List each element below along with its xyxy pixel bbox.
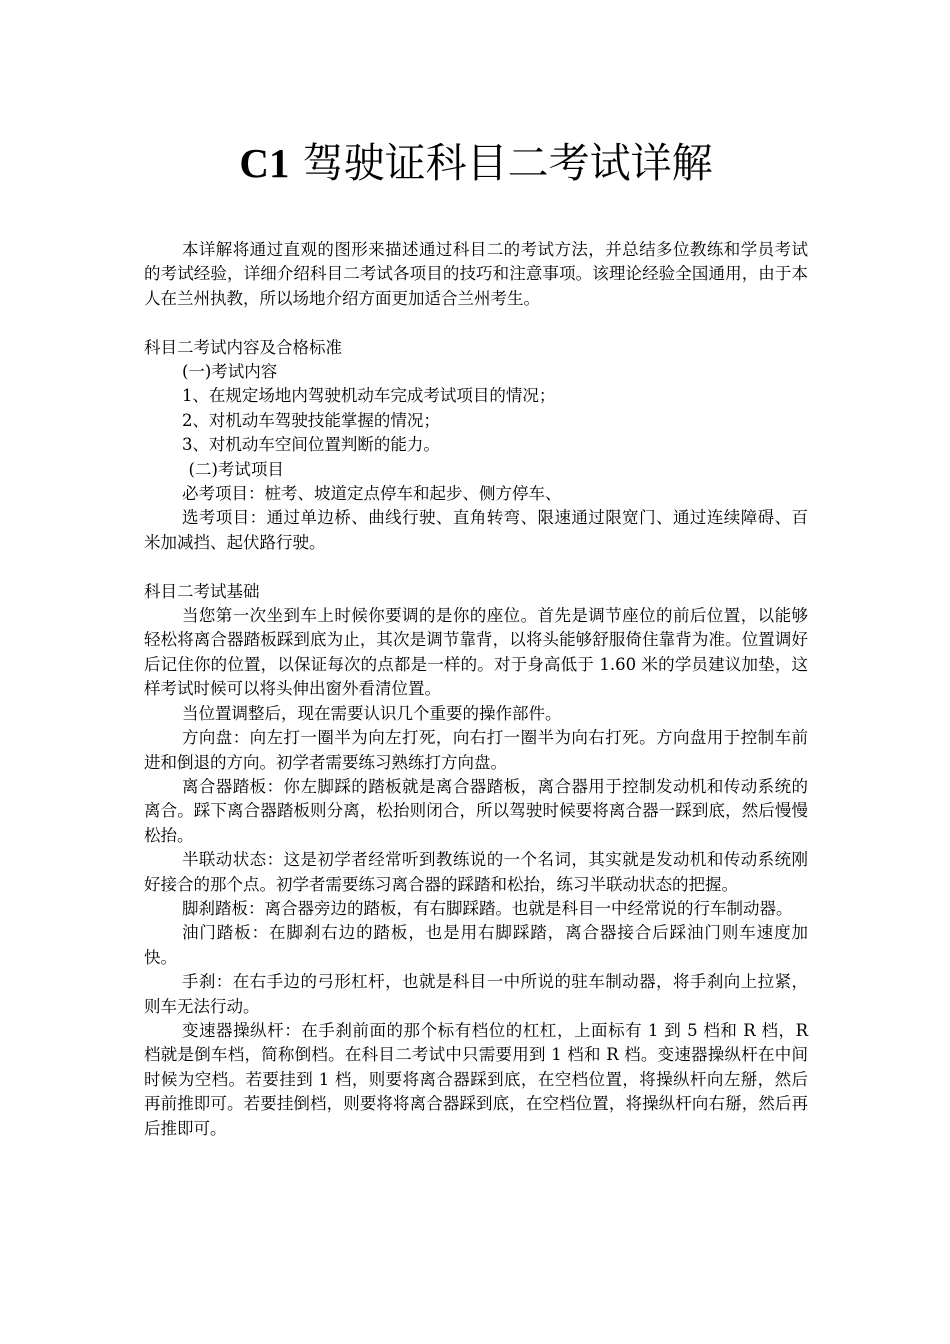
document-body [144, 238, 808, 1141]
section-heading-exam-content: 科目二考试内容及合格标准 [144, 337, 342, 357]
title-rest: 驾驶证科目二考试详解 [289, 139, 713, 187]
paragraph-controls-intro: 当位置调整后，现在需要认识几个重要的操作部件。 [181, 703, 562, 723]
subheading-exam-content: (一)考试内容 [181, 362, 278, 382]
paragraph-accelerator-pedal: 油门踏板：在脚刹右边的踏板，也是用右脚踩踏，离合器接合后踩油门则车速度加快。 [144, 923, 808, 967]
paragraph-clutch-pedal: 离合器踏板：你左脚踩的踏板就是离合器踏板，离合器用于控制发动机和传动系统的离合。踩下离合器踏板则分离，松抬则闭合，所以驾驶时候要将离合器一踩到底，然后慢慢松抬。 [144, 776, 808, 845]
paragraph-gear-lever: 变速器操纵杆：在手刹前面的那个标有档位的杠杠，上面标有 1 到 5 档和 R 档，R 档就是倒车档，简称倒档。在科目二考试中只需要用到 1 档和 R 档。变速器操纵杆在中间时候为空档。若要挂到 1 档，则要将离合器踩到底，在空档位置，将操纵杆向左掰，然后再前推即可。若要挂倒档，则要将将离合器踩到底，在空档位置，将操纵杆向右掰，然后再后推即可。 [144, 1020, 808, 1138]
spacer [144, 311, 808, 335]
list-item: 3、对机动车空间位置判断的能力。 [181, 435, 440, 455]
title-lead: C1 [239, 140, 290, 186]
paragraph-half-engagement: 半联动状态：这是初学者经常听到教练说的一个名词，其实就是发动机和传动系统刚好接合的那个点。初学者需要练习离合器的踩踏和松抬，练习半联动状态的把握。 [144, 850, 808, 894]
paragraph-handbrake: 手刹：在右手边的弓形杠杆，也就是科目一中所说的驻车制动器，将手刹向上拉紧，则车无法行动。 [144, 972, 808, 1016]
required-items: 必考项目：桩考、坡道定点停车和起步、侧方停车、 [181, 484, 562, 504]
spacer [144, 555, 808, 579]
paragraph-steering-wheel: 方向盘：向左打一圈半为向左打死，向右打一圈半为向右打死。方向盘用于控制车前进和倒退的方向。初学者需要练习熟练打方向盘。 [144, 728, 808, 772]
paragraph-brake-pedal: 脚刹踏板：离合器旁边的踏板，有右脚踩踏。也就是科目一中经常说的行车制动器。 [181, 898, 793, 918]
page-title [144, 136, 808, 190]
list-item: 2、对机动车驾驶技能掌握的情况； [181, 410, 440, 430]
section-heading-exam-basics: 科目二考试基础 [144, 581, 260, 601]
subheading-exam-items: (二)考试项目 [188, 459, 284, 479]
paragraph-seat: 当您第一次坐到车上时候你要调的是你的座位。首先是调节座位的前后位置，以能够轻松将离合器踏板踩到底为止，其次是调节靠背，以将头能够舒服倚住靠背为准。位置调好后记住你的位置，以保证每次的点都是一样的。对于身高低于 1.60 米的学员建议加垫，这样考试时候可以将头伸出窗外看清位置。 [144, 606, 808, 699]
intro-paragraph: 本详解将通过直观的图形来描述通过科目二的考试方法，并总结多位教练和学员考试的考试经验，详细介绍科目二考试各项目的技巧和注意事项。该理论经验全国通用，由于本人在兰州执教，所以场地介绍方面更加适合兰州考生。 [144, 240, 808, 308]
list-item: 1、在规定场地内驾驶机动车完成考试项目的情况； [181, 386, 556, 406]
optional-items: 选考项目：通过单边桥、曲线行驶、直角转弯、限速通过限宽门、通过连续障碍、百米加减挡、起伏路行驶。 [144, 508, 808, 552]
